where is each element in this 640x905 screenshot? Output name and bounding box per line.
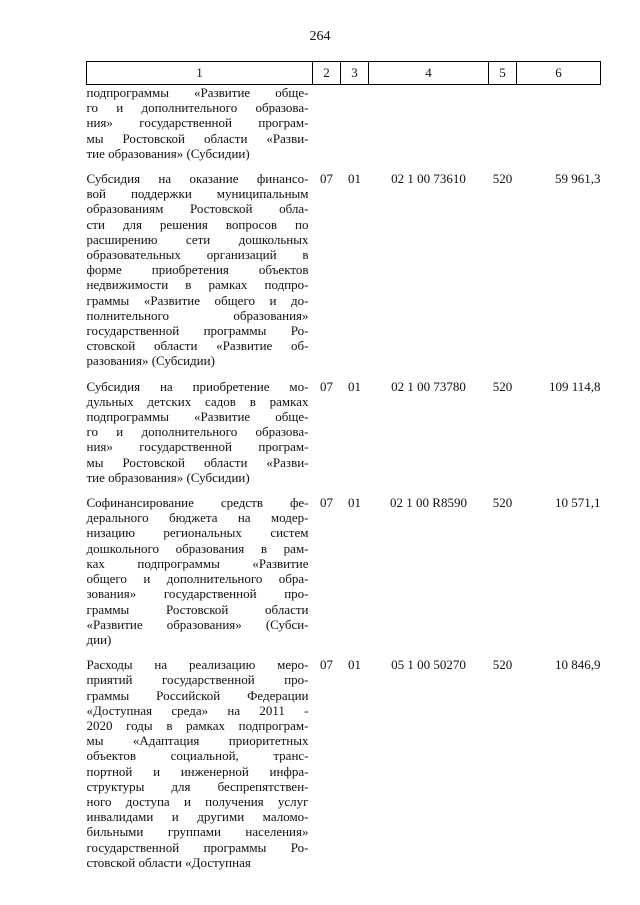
- description-line: го и дополнительного образова-: [86, 100, 309, 116]
- description-line: форме приобретения объектов: [86, 262, 309, 278]
- description-line: го и дополнительного образова-: [86, 424, 309, 440]
- description-line: граммы Российской Федерации: [86, 687, 309, 703]
- description-line: дерального бюджета на модер-: [86, 510, 309, 526]
- table-row: [87, 161, 601, 369]
- table-row: [87, 369, 601, 485]
- description-line: вой поддержки муниципальным: [86, 186, 309, 202]
- description-line: ния» государственной програм-: [86, 115, 309, 131]
- description-line: государственной программы Ро-: [86, 323, 309, 339]
- header-col-6: 6: [517, 62, 601, 85]
- header-col-1: 1: [87, 62, 313, 85]
- subsection-code: [341, 85, 369, 162]
- description-line: подпрограммы «Развитие обще-: [86, 85, 309, 100]
- description-line: бильными группами населения»: [86, 824, 309, 840]
- target-article-code: [369, 85, 489, 162]
- description-line: «Доступная среда» на 2011 -: [86, 702, 309, 718]
- description-line: ния» государственной програм-: [86, 439, 309, 455]
- description-line: общего и дополнительного обра-: [86, 571, 309, 587]
- description-line: граммы Ростовской области: [86, 601, 309, 617]
- description-line: низацию региональных систем: [86, 525, 309, 541]
- table-header-row: [87, 62, 601, 85]
- header-col-3: 3: [341, 62, 369, 85]
- budget-table: [86, 61, 601, 870]
- description-line: приятий государственной про-: [86, 672, 309, 688]
- description-line: 2020 годы в рамках подпрограм-: [86, 717, 309, 733]
- description-line: тие образования» (Субсидии): [86, 469, 250, 485]
- row-description: [87, 369, 313, 485]
- table-row: [87, 85, 601, 162]
- target-article-code: 02 1 00 73610: [391, 171, 466, 187]
- subsection-code: 01: [348, 657, 361, 673]
- description-line: портной и инженерной инфра-: [86, 763, 309, 779]
- description-line: мы «Адаптация приоритетных: [86, 733, 309, 749]
- description-line: недвижимости в рамках подпро-: [86, 277, 309, 293]
- description-line: дии): [86, 631, 112, 647]
- description-line: граммы «Развитие общего и до-: [86, 292, 309, 308]
- description-line: зования» государственной про-: [86, 586, 309, 602]
- expense-type-code: 520: [492, 495, 513, 511]
- target-article-code: 02 1 00 73780: [391, 378, 466, 394]
- description-line: государственной программы Ро-: [86, 839, 309, 855]
- description-line: дошкольного образования в рам-: [86, 540, 309, 556]
- table-row: [87, 647, 601, 870]
- section-code: 07: [320, 657, 333, 673]
- page-number: 264: [309, 29, 331, 44]
- amount-value: 10 846,9: [555, 657, 601, 673]
- description-line: мы Ростовской области «Разви-: [86, 454, 309, 470]
- description-line: дульных детских садов в рамках: [86, 393, 309, 409]
- description-line: ного доступа и получения услуг: [86, 793, 309, 809]
- table-row: [87, 485, 601, 647]
- section-code: 07: [320, 378, 333, 394]
- row-description: [87, 161, 313, 369]
- target-article-code: 02 1 00 R8590: [390, 495, 467, 511]
- amount-value: 10 571,1: [555, 495, 601, 511]
- header-col-5: 5: [489, 62, 517, 85]
- expense-type-code: 520: [492, 378, 513, 394]
- section-code: 07: [320, 171, 333, 187]
- description-line: полнительного образования»: [86, 307, 309, 323]
- expense-type-code: 520: [492, 171, 513, 187]
- description-line: тие образования» (Субсидии): [86, 145, 250, 161]
- description-line: ках подпрограммы «Развитие: [86, 555, 309, 571]
- description-line: расширению сети дошкольных: [86, 231, 309, 247]
- description-line: объектов социальной, транс-: [86, 748, 309, 764]
- section-code: 07: [320, 495, 333, 511]
- subsection-code: 01: [348, 378, 361, 394]
- description-line: структуры для беспрепятствен-: [86, 778, 309, 794]
- description-line: Расходы на реализацию меро-: [86, 657, 309, 673]
- target-article-code: 05 1 00 50270: [391, 657, 466, 673]
- amount-value: 59 961,3: [555, 171, 601, 187]
- description-line: Софинансирование средств фе-: [86, 495, 309, 511]
- description-line: подпрограммы «Развитие обще-: [86, 409, 309, 425]
- description-line: сти для решения вопросов по: [86, 216, 309, 232]
- subsection-code: 01: [348, 495, 361, 511]
- description-line: стовской области «Доступная: [86, 854, 251, 870]
- header-col-4: 4: [369, 62, 489, 85]
- row-description: [87, 485, 313, 647]
- description-line: образованиям Ростовской обла-: [86, 201, 309, 217]
- description-line: «Развитие образования» (Субси-: [86, 616, 309, 632]
- row-description: [87, 647, 313, 870]
- subsection-code: 01: [348, 171, 361, 187]
- expense-type-code: [489, 85, 517, 162]
- expense-type-code: 520: [492, 657, 513, 673]
- description-line: Субсидия на приобретение мо-: [86, 378, 309, 394]
- section-code: [313, 85, 341, 162]
- amount-value: 109 114,8: [548, 378, 601, 394]
- amount-value: [517, 85, 601, 162]
- table-body: [87, 85, 601, 870]
- description-line: образовательных организаций в: [86, 247, 309, 263]
- description-line: разования» (Субсидии): [86, 353, 215, 369]
- description-line: инвалидами и другими маломо-: [86, 809, 309, 825]
- description-line: стовской области «Развитие об-: [86, 338, 309, 354]
- header-col-2: 2: [313, 62, 341, 85]
- row-description: [87, 85, 313, 162]
- description-line: Субсидия на оказание финансо-: [86, 171, 309, 187]
- description-line: мы Ростовской области «Разви-: [86, 130, 309, 146]
